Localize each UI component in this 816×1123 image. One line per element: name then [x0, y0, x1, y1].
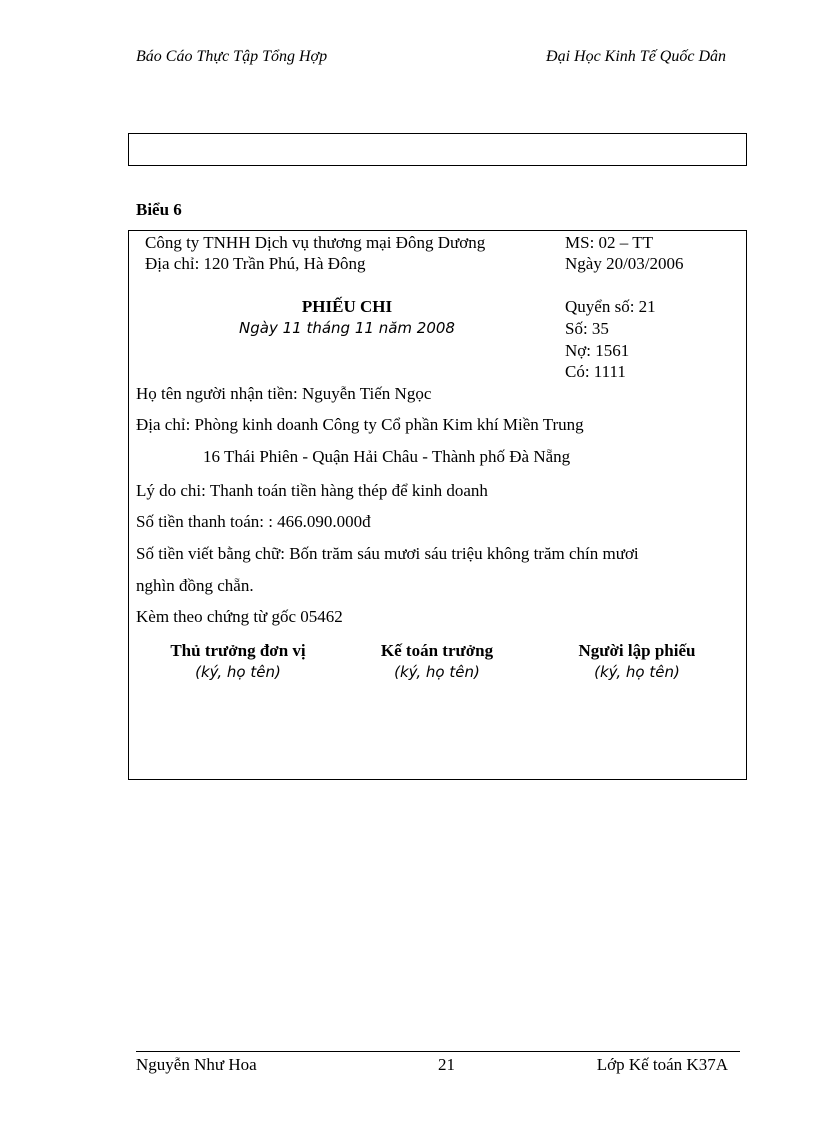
voucher-title: PHIẾU CHI [301, 297, 393, 316]
form-date: Ngày 20/03/2006 [565, 254, 684, 273]
amount-in-words-line2: nghìn đồng chẵn. [136, 576, 254, 595]
figure-label: Biểu 6 [136, 200, 182, 219]
book-number: Quyển số: 21 [565, 297, 656, 316]
page-number: 21 [438, 1055, 455, 1074]
form-code: MS: 02 – TT [565, 233, 654, 252]
signature-chief-accountant-title: Kế toán trưởng [380, 641, 494, 660]
header-right-text: Đại Học Kinh Tế Quốc Dân [546, 48, 726, 65]
signature-head-note: (ký, họ tên) [195, 663, 281, 681]
footer-rule [136, 1051, 740, 1052]
footer-class: Lớp Kế toán K37A [596, 1055, 728, 1074]
recipient-address-line2: 16 Thái Phiên - Quận Hải Châu - Thành phố Đà Nẵng [203, 447, 571, 466]
payment-amount: Số tiền thanh toán: : 466.090.000đ [136, 512, 371, 531]
debit-account: Nợ: 1561 [565, 341, 630, 360]
payment-reason: Lý do chi: Thanh toán tiền hàng thép để kinh doanh [136, 481, 488, 500]
voucher-number: Số: 35 [565, 319, 609, 338]
recipient-address: Địa chỉ: Phòng kinh doanh Công ty Cổ phần Kim khí Miền Trung [136, 415, 584, 434]
signature-preparer-title: Người lập phiếu [578, 641, 696, 660]
voucher-date: Ngày 11 tháng 11 năm 2008 [239, 319, 455, 337]
footer-author: Nguyễn Như Hoa [136, 1055, 257, 1074]
empty-box [128, 133, 747, 166]
company-address: Địa chỉ: 120 Trần Phú, Hà Đông [145, 254, 366, 273]
credit-account: Có: 1111 [565, 362, 626, 381]
recipient-name: Họ tên người nhận tiền: Nguyễn Tiến Ngọc [136, 384, 432, 403]
amount-in-words: Số tiền viết bằng chữ: Bốn trăm sáu mươi sáu triệu không trăm chín mươi [136, 544, 639, 563]
attached-documents: Kèm theo chứng từ gốc 05462 [136, 607, 343, 626]
header-left-text: Báo Cáo Thực Tập Tổng Hợp [136, 48, 328, 65]
company-name: Công ty TNHH Dịch vụ thương mại Đông Dương [145, 233, 486, 252]
signature-chief-accountant-note: (ký, họ tên) [394, 663, 480, 681]
signature-head-title: Thủ trưởng đơn vị [170, 641, 306, 660]
signature-preparer-note: (ký, họ tên) [594, 663, 680, 681]
